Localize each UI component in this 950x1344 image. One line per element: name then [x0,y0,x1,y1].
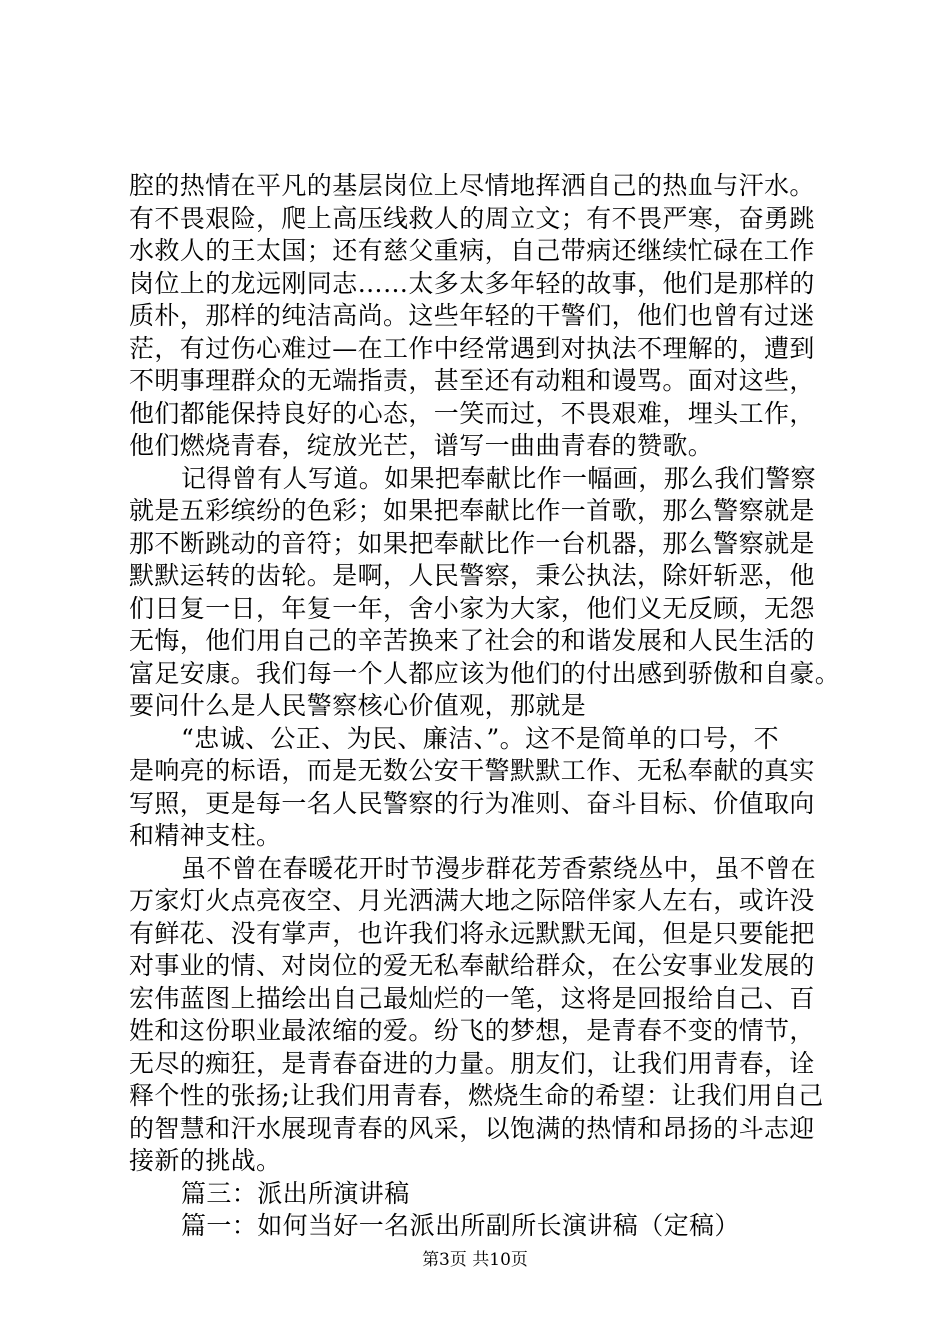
document-body [129,170,841,1243]
text-line: “忠诚、公正、为民、廉洁、”。这不是简单的口号，不 [181,723,780,753]
text-line: 虽不曾在春暖花开时节漫步群花芳香萦绕丛中，虽不曾在 [181,853,817,883]
text-line: 富足安康。我们每一个人都应该为他们的付出感到骄傲和自豪。 [129,658,841,688]
text-line: 水救人的王太国；还有慈父重病，自己带病还继续忙碌在工作 [129,236,815,265]
text-line: 不明事理群众的无端指责，甚至还有动粗和谩骂。面对这些， [129,366,815,395]
text-line: 释个性的张扬;让我们用青春，燃烧生命的希望：让我们用自己 [129,1081,824,1110]
text-line: 的智慧和汗水展现青春的风采，以饱满的热情和昂扬的斗志迎 [129,1113,815,1143]
text-line: 姓和这份职业最浓缩的爱。纷飞的梦想，是青春不变的情节， [129,1016,815,1045]
text-line: 茫，有过伤心难过—在工作中经常遇到对执法不理解的，遭到 [129,333,815,363]
text-line: 质朴，那样的纯洁高尚。这些年轻的干警们，他们也曾有过迷 [129,301,815,330]
text-line: 默默运转的齿轮。是啊，人民警察，秉公执法，除奸斩恶，他 [129,561,815,590]
text-line: 有鲜花、没有掌声，也许我们将永远默默无闻，但是只要能把 [129,918,815,948]
text-line: 对事业的情、对岗位的爱无私奉献给群众，在公安事业发展的 [129,951,815,980]
text-line: 们日复一日，年复一年，舍小家为大家，他们义无反顾，无怨 [129,593,815,623]
text-line: 篇一：如何当好一名派出所副所长演讲稿（定稿） [181,1211,740,1240]
text-line: 那不断跳动的音符；如果把奉献比作一台机器，那么警察就是 [129,528,815,558]
text-line: 宏伟蓝图上描绘出自己最灿烂的一笔，这将是回报给自己、百 [129,983,815,1013]
page-footer: 第3页 共10页 [422,1250,528,1270]
text-line: 有不畏艰险，爬上高压线救人的周立文；有不畏严寒，奋勇跳 [129,203,815,233]
text-line: 腔的热情在平凡的基层岗位上尽情地挥洒自己的热血与汗水。 [129,171,815,200]
text-line: 和精神支柱。 [129,821,282,850]
text-line: 篇三：派出所演讲稿 [181,1178,410,1208]
text-line: 他们都能保持良好的心态，一笑而过，不畏艰难，埋头工作， [129,398,815,428]
text-line: 要问什么是人民警察核心价值观，那就是 [129,691,587,720]
text-line: 无悔，他们用自己的辛苦换来了社会的和谐发展和人民生活的 [129,626,815,655]
text-line: 他们燃烧青春，绽放光芒，谱写一曲曲青春的赞歌。 [129,431,714,460]
text-line: 岗位上的龙远刚同志……太多太多年轻的故事，他们是那样的 [129,268,815,298]
text-line: 万家灯火点亮夜空、月光洒满大地之际陪伴家人左右，或许没 [129,886,815,915]
text-line: 记得曾有人写道。如果把奉献比作一幅画，那么我们警察 [181,463,817,493]
text-line: 写照，更是每一名人民警察的行为准则、奋斗目标、价值取向 [129,788,815,818]
text-line: 就是五彩缤纷的色彩；如果把奉献比作一首歌，那么警察就是 [129,496,815,525]
text-line: 接新的挑战。 [129,1146,282,1175]
text-line: 无尽的痴狂，是青春奋进的力量。朋友们，让我们用青春，诠 [129,1048,815,1078]
text-line: 是响亮的标语，而是无数公安干警默默工作、无私奉献的真实 [129,756,815,785]
